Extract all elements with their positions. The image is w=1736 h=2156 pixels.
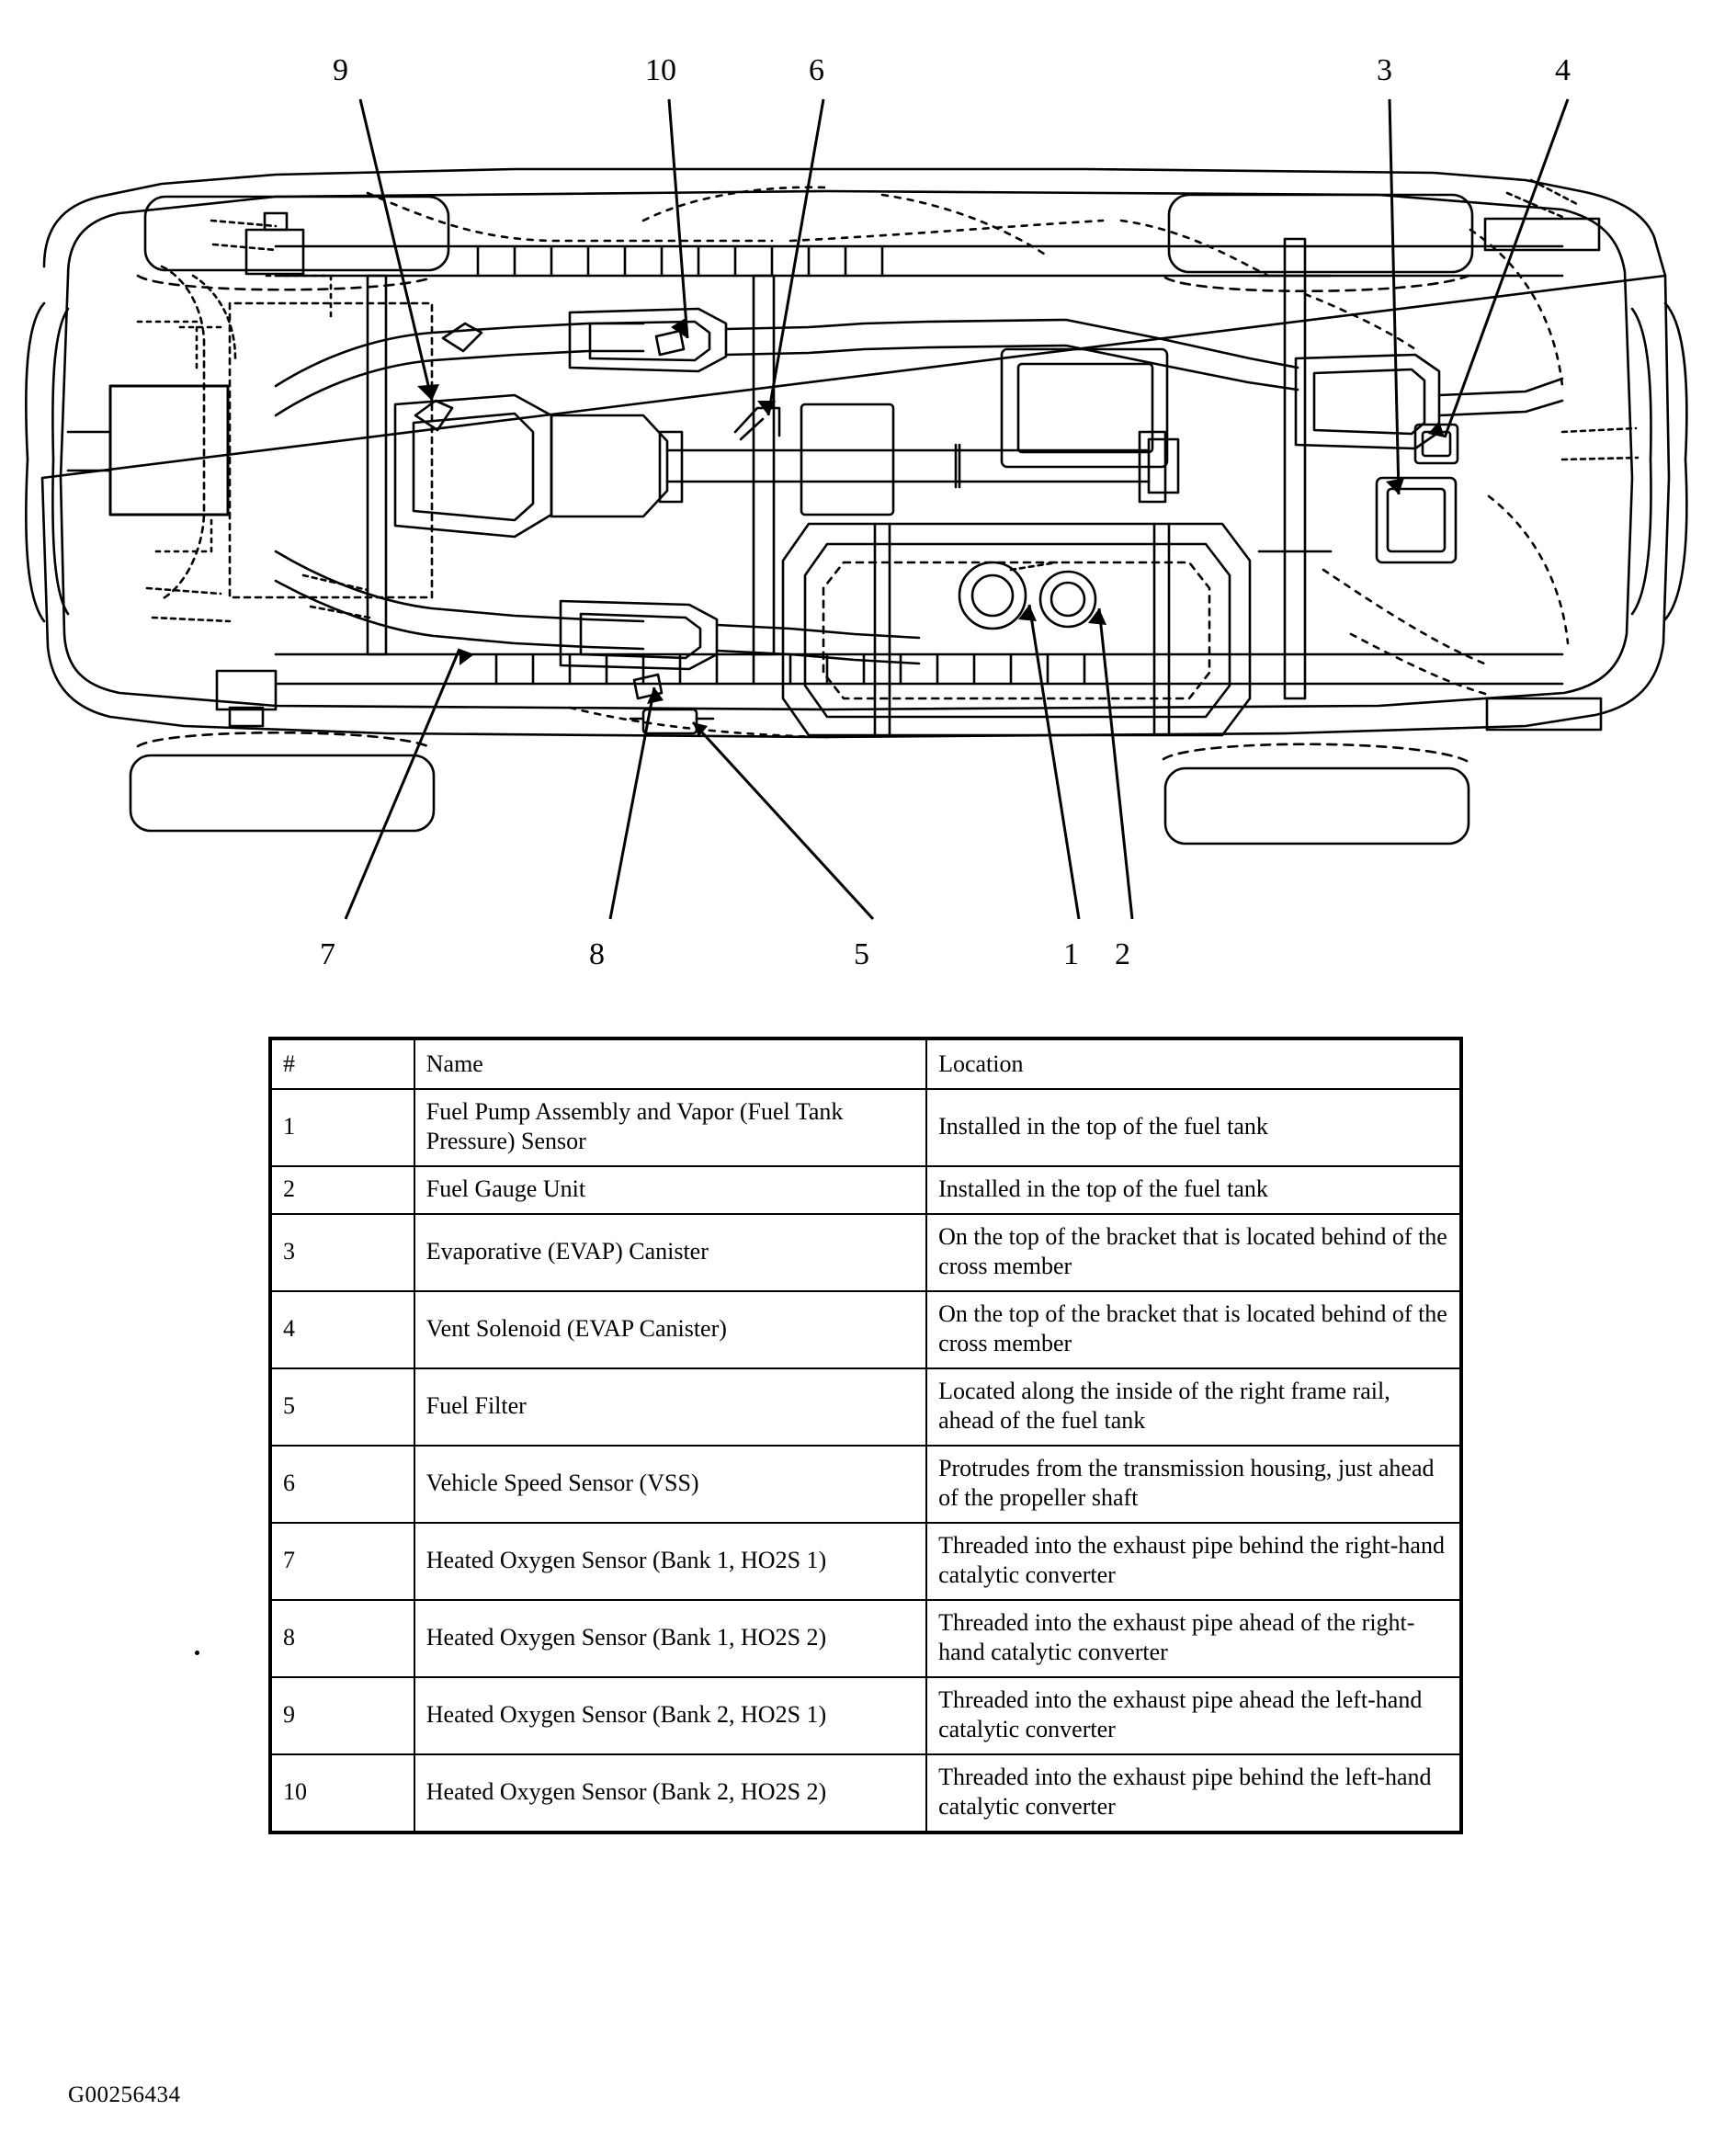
row-number: 6 [270,1446,414,1523]
row-name: Vent Solenoid (EVAP Canister) [414,1291,926,1368]
callout-label-4: 4 [1555,53,1571,87]
row-location: Installed in the top of the fuel tank [926,1166,1461,1214]
table-row [270,1166,1461,1214]
row-name: Vehicle Speed Sensor (VSS) [414,1446,926,1523]
component-location-table [268,1037,1463,1834]
callout-label-8: 8 [589,937,605,971]
row-name: Evaporative (EVAP) Canister [414,1214,926,1291]
row-number: 3 [270,1214,414,1291]
row-name: Fuel Gauge Unit [414,1166,926,1214]
row-name: Heated Oxygen Sensor (Bank 1, HO2S 2) [414,1600,926,1677]
header-location: Location [926,1038,1461,1089]
row-location: On the top of the bracket that is located behind of the cross member [926,1291,1461,1368]
callout-label-6: 6 [809,53,824,87]
row-number: 4 [270,1291,414,1368]
header-number: # [270,1038,414,1089]
stray-ink-mark [195,1651,199,1655]
row-location: Located along the inside of the right frame rail, ahead of the fuel tank [926,1368,1461,1446]
parts-table-container [268,1037,1463,1834]
callout-arrowheads [417,318,1445,737]
table-header-row [270,1038,1461,1089]
callout-leader-lines [346,99,1568,919]
callout-label-3: 3 [1377,53,1392,87]
table-row [270,1600,1461,1677]
row-name: Heated Oxygen Sensor (Bank 1, HO2S 1) [414,1523,926,1600]
row-name: Heated Oxygen Sensor (Bank 2, HO2S 2) [414,1754,926,1833]
row-name: Fuel Pump Assembly and Vapor (Fuel Tank Pressure) Sensor [414,1089,926,1166]
row-number: 5 [270,1368,414,1446]
table-row [270,1754,1461,1833]
row-name: Heated Oxygen Sensor (Bank 2, HO2S 1) [414,1677,926,1754]
table-row [270,1677,1461,1754]
callout-label-7: 7 [320,937,335,971]
vehicle-underbody-diagram [0,0,1736,1020]
callout-label-10: 10 [645,53,676,87]
callout-label-2: 2 [1115,937,1130,971]
callout-label-1: 1 [1063,937,1079,971]
row-location: Threaded into the exhaust pipe ahead of the right-hand catalytic converter [926,1600,1461,1677]
row-number: 8 [270,1600,414,1677]
document-code: G00256434 [68,2082,181,2107]
row-number: 7 [270,1523,414,1600]
table-row [270,1214,1461,1291]
header-name: Name [414,1038,926,1089]
table-row [270,1523,1461,1600]
row-number: 2 [270,1166,414,1214]
table-row [270,1446,1461,1523]
row-location: Installed in the top of the fuel tank [926,1089,1461,1166]
row-location: Threaded into the exhaust pipe ahead the left-hand catalytic converter [926,1677,1461,1754]
row-location: Threaded into the exhaust pipe behind the left-hand catalytic converter [926,1754,1461,1833]
callout-label-9: 9 [333,53,348,87]
row-location: Protrudes from the transmission housing, just ahead of the propeller shaft [926,1446,1461,1523]
row-location: Threaded into the exhaust pipe behind the right-hand catalytic converter [926,1523,1461,1600]
callout-label-5: 5 [854,937,869,971]
table-row [270,1291,1461,1368]
row-number: 9 [270,1677,414,1754]
row-location: On the top of the bracket that is located behind of the cross member [926,1214,1461,1291]
row-number: 1 [270,1089,414,1166]
table-row [270,1089,1461,1166]
table-row [270,1368,1461,1446]
row-number: 10 [270,1754,414,1833]
vehicle-underbody-illustration [0,0,1736,1020]
row-name: Fuel Filter [414,1368,926,1446]
